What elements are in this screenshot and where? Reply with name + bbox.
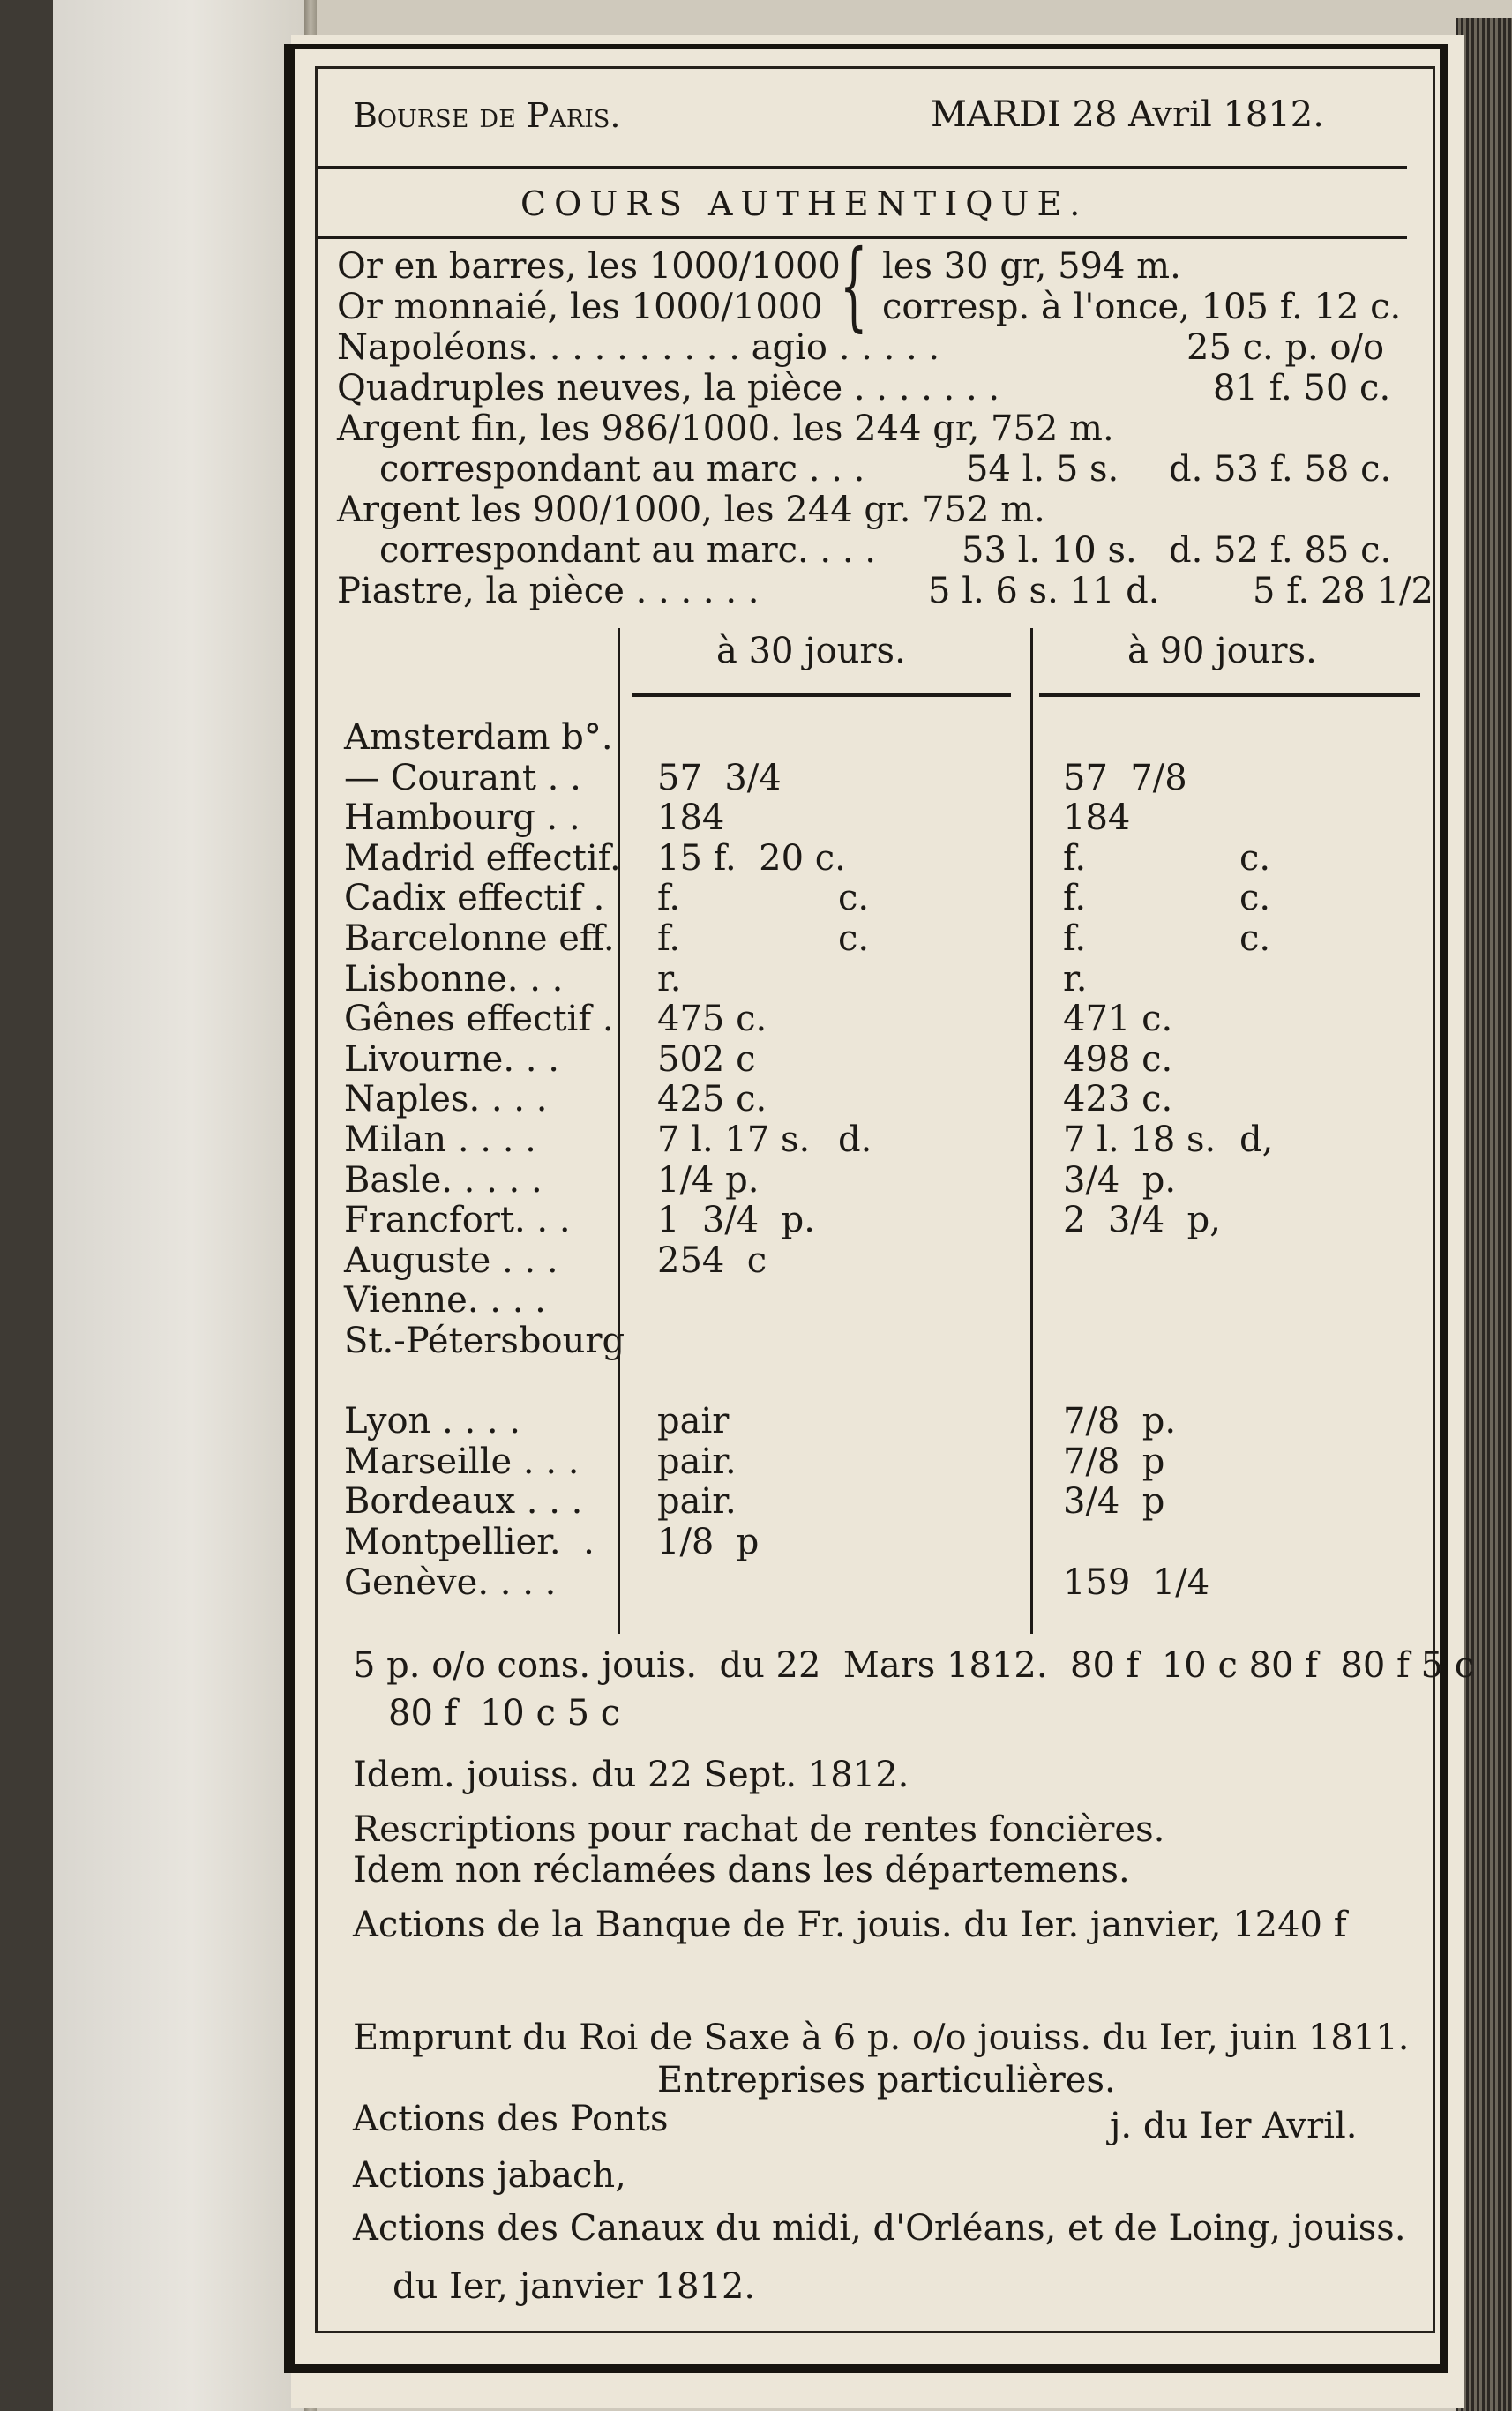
- exchange-30-days: 57 3/4: [657, 758, 782, 798]
- header-left: Bourse de Paris.: [353, 96, 621, 135]
- exchange-90-days: 2 3/4 p,: [1063, 1200, 1222, 1240]
- exchange-90-days: 471 c.: [1063, 999, 1173, 1039]
- exchange-30-days-cents: d.: [838, 1119, 872, 1160]
- exchange-90-days: 7/8 p.: [1063, 1401, 1177, 1441]
- exchange-place: St.-Pétersbourg: [344, 1321, 625, 1361]
- exchange-place: Amsterdam b°.: [344, 717, 613, 758]
- exchange-90-days: 184: [1063, 797, 1131, 838]
- exchange-30-days: 15 f. 20 c.: [657, 838, 846, 879]
- metal-row-1-value: les 30 gr, 594 m.: [882, 246, 1181, 287]
- actions-canaux-1: Actions des Canaux du midi, d'Orléans, et de Loing, jouiss.: [353, 2208, 1406, 2249]
- exchange-place: Francfort. . .: [344, 1200, 571, 1240]
- metal-row-6-value: d. 53 f. 58 c.: [1169, 449, 1392, 490]
- metal-row-8-label: correspondant au marc. . . .: [379, 530, 877, 571]
- metal-row-8-mid: 53 l. 10 s.: [962, 530, 1137, 571]
- exchange-place: Livourne. . .: [344, 1039, 559, 1080]
- emprunt-saxe: Emprunt du Roi de Saxe à 6 p. o/o jouiss. du Ier, juin 1811.: [353, 2018, 1410, 2058]
- header-90-days: à 90 jours.: [1127, 631, 1317, 671]
- header-right: MARDI 28 Avril 1812.: [931, 94, 1324, 135]
- exchange-30-days: 184: [657, 797, 725, 838]
- exchange-90-days: 423 c.: [1063, 1079, 1173, 1119]
- exchange-30-days: 502 c: [657, 1039, 756, 1080]
- metal-row-9-mid: 5 l. 6 s. 11 d.: [928, 571, 1160, 611]
- metal-row-5-label: Argent fin, les 986/1000. les 244 gr, 752 m.: [337, 408, 1114, 449]
- rente-line-2: 80 f 10 c 5 c: [388, 1693, 621, 1733]
- exchange-90-days: r.: [1063, 959, 1088, 1000]
- exchange-90-days: 7/8 p: [1063, 1441, 1165, 1482]
- exchange-place: Marseille . . .: [344, 1441, 580, 1482]
- exchange-30-days: pair.: [657, 1441, 737, 1482]
- exchange-place: Barcelonne eff.: [344, 918, 615, 959]
- desk-background: [0, 0, 53, 2411]
- exchange-place: Bordeaux . . .: [344, 1481, 583, 1522]
- metal-row-6-label: correspondant au marc . . .: [379, 449, 865, 490]
- header-30-days: à 30 jours.: [716, 631, 906, 671]
- exchange-90-days: 159 1/4: [1063, 1562, 1210, 1603]
- exchange-30-days: 1 3/4 p.: [657, 1200, 816, 1240]
- exchange-90-days: f.: [1063, 918, 1087, 959]
- exchange-90-days: 498 c.: [1063, 1039, 1173, 1080]
- exchange-place: Lyon . . . .: [344, 1401, 521, 1441]
- exchange-90-days-cents: d,: [1239, 1119, 1274, 1160]
- metal-row-4-label: Quadruples neuves, la pièce . . . . . . .: [337, 368, 1000, 408]
- header-rule: [318, 166, 1407, 169]
- actions-banque: Actions de la Banque de Fr. jouis. du Ier. janvier, 1240 f: [353, 1905, 1347, 1945]
- exchange-place: Genève. . . .: [344, 1562, 557, 1603]
- exchange-30-days: 254 c: [657, 1240, 767, 1281]
- exchange-place: Naples. . . .: [344, 1079, 548, 1119]
- metal-row-3-label: Napoléons. . . . . . . . . . agio . . . . .: [337, 327, 940, 368]
- metal-row-3-value: 25 c. p. o/o: [1186, 327, 1385, 368]
- entreprises-heading: Entreprises particulières.: [657, 2060, 1116, 2100]
- page-title: COURS AUTHENTIQUE.: [520, 184, 1089, 223]
- exchange-30-days: r.: [657, 959, 682, 1000]
- column-rule-right: [1030, 628, 1033, 1634]
- exchange-30-days: 7 l. 17 s.: [657, 1119, 811, 1160]
- exchange-place: Montpellier. .: [344, 1522, 595, 1562]
- exchange-place: Gênes effectif .: [344, 999, 614, 1039]
- exchange-place: Vienne. . . .: [344, 1280, 546, 1321]
- metal-row-4-value: 81 f. 50 c.: [1213, 368, 1391, 408]
- exchange-90-days: f.: [1063, 838, 1087, 879]
- rescriptions: Rescriptions pour rachat de rentes foncières.: [353, 1809, 1165, 1850]
- exchange-30-days: 475 c.: [657, 999, 767, 1039]
- exchange-place: Cadix effectif .: [344, 878, 605, 918]
- exchange-place: Milan . . . .: [344, 1119, 536, 1160]
- metal-row-2-label: Or monnaié, les 1000/1000: [337, 287, 823, 327]
- rule-30-days: [632, 693, 1011, 697]
- exchange-30-days: pair: [657, 1401, 730, 1441]
- rule-90-days: [1039, 693, 1420, 697]
- column-rule-left: [618, 628, 620, 1634]
- actions-canaux-2: du Ier, janvier 1812.: [393, 2266, 756, 2307]
- exchange-place: Basle. . . . .: [344, 1160, 543, 1201]
- actions-ponts-date: j. du Ier Avril.: [1110, 2106, 1358, 2146]
- metal-row-9-label: Piastre, la pièce . . . . . .: [337, 571, 760, 611]
- exchange-30-days: pair.: [657, 1481, 737, 1522]
- exchange-30-days-cents: c.: [838, 918, 870, 959]
- exchange-30-days: 425 c.: [657, 1079, 767, 1119]
- exchange-30-days: 1/4 p.: [657, 1160, 760, 1201]
- idem-jouiss: Idem. jouiss. du 22 Sept. 1812.: [353, 1755, 909, 1795]
- exchange-30-days: f.: [657, 878, 681, 918]
- idem-non-reclamees: Idem non réclamées dans les départemens.: [353, 1850, 1130, 1891]
- metal-row-6-mid: 54 l. 5 s.: [966, 449, 1119, 490]
- exchange-90-days-cents: c.: [1239, 878, 1271, 918]
- metal-row-1-label: Or en barres, les 1000/1000: [337, 246, 841, 287]
- exchange-place: Hambourg . .: [344, 797, 580, 838]
- metal-row-9-value: 5 f. 28 1/2: [1253, 571, 1433, 611]
- metal-row-7-label: Argent les 900/1000, les 244 gr. 752 m.: [337, 490, 1045, 530]
- metal-row-2-value: corresp. à l'once, 105 f. 12 c.: [882, 287, 1402, 327]
- actions-ponts: Actions des Ponts: [353, 2099, 669, 2139]
- metal-row-8-value: d. 52 f. 85 c.: [1169, 530, 1392, 571]
- exchange-90-days-cents: c.: [1239, 838, 1271, 879]
- exchange-place: Madrid effectif.: [344, 838, 621, 879]
- exchange-90-days-cents: c.: [1239, 918, 1271, 959]
- exchange-30-days-cents: c.: [838, 878, 870, 918]
- exchange-90-days: 7 l. 18 s.: [1063, 1119, 1216, 1160]
- actions-jabach: Actions jabach,: [353, 2155, 626, 2196]
- exchange-30-days: f.: [657, 918, 681, 959]
- rente-line-1: 5 p. o/o cons. jouis. du 22 Mars 1812. 80 f 10 c 80 f 80 f 5 c: [353, 1645, 1475, 1686]
- exchange-90-days: 3/4 p: [1063, 1481, 1165, 1522]
- exchange-place: — Courant . .: [344, 758, 581, 798]
- brace-icon: {: [840, 228, 868, 341]
- exchange-90-days: 3/4 p.: [1063, 1160, 1177, 1201]
- exchange-90-days: 57 7/8: [1063, 758, 1187, 798]
- exchange-90-days: f.: [1063, 878, 1087, 918]
- exchange-place: Auguste . . .: [344, 1240, 558, 1281]
- exchange-place: Lisbonne. . .: [344, 959, 564, 1000]
- exchange-30-days: 1/8 p: [657, 1522, 760, 1562]
- facing-blank-page: [53, 0, 304, 2411]
